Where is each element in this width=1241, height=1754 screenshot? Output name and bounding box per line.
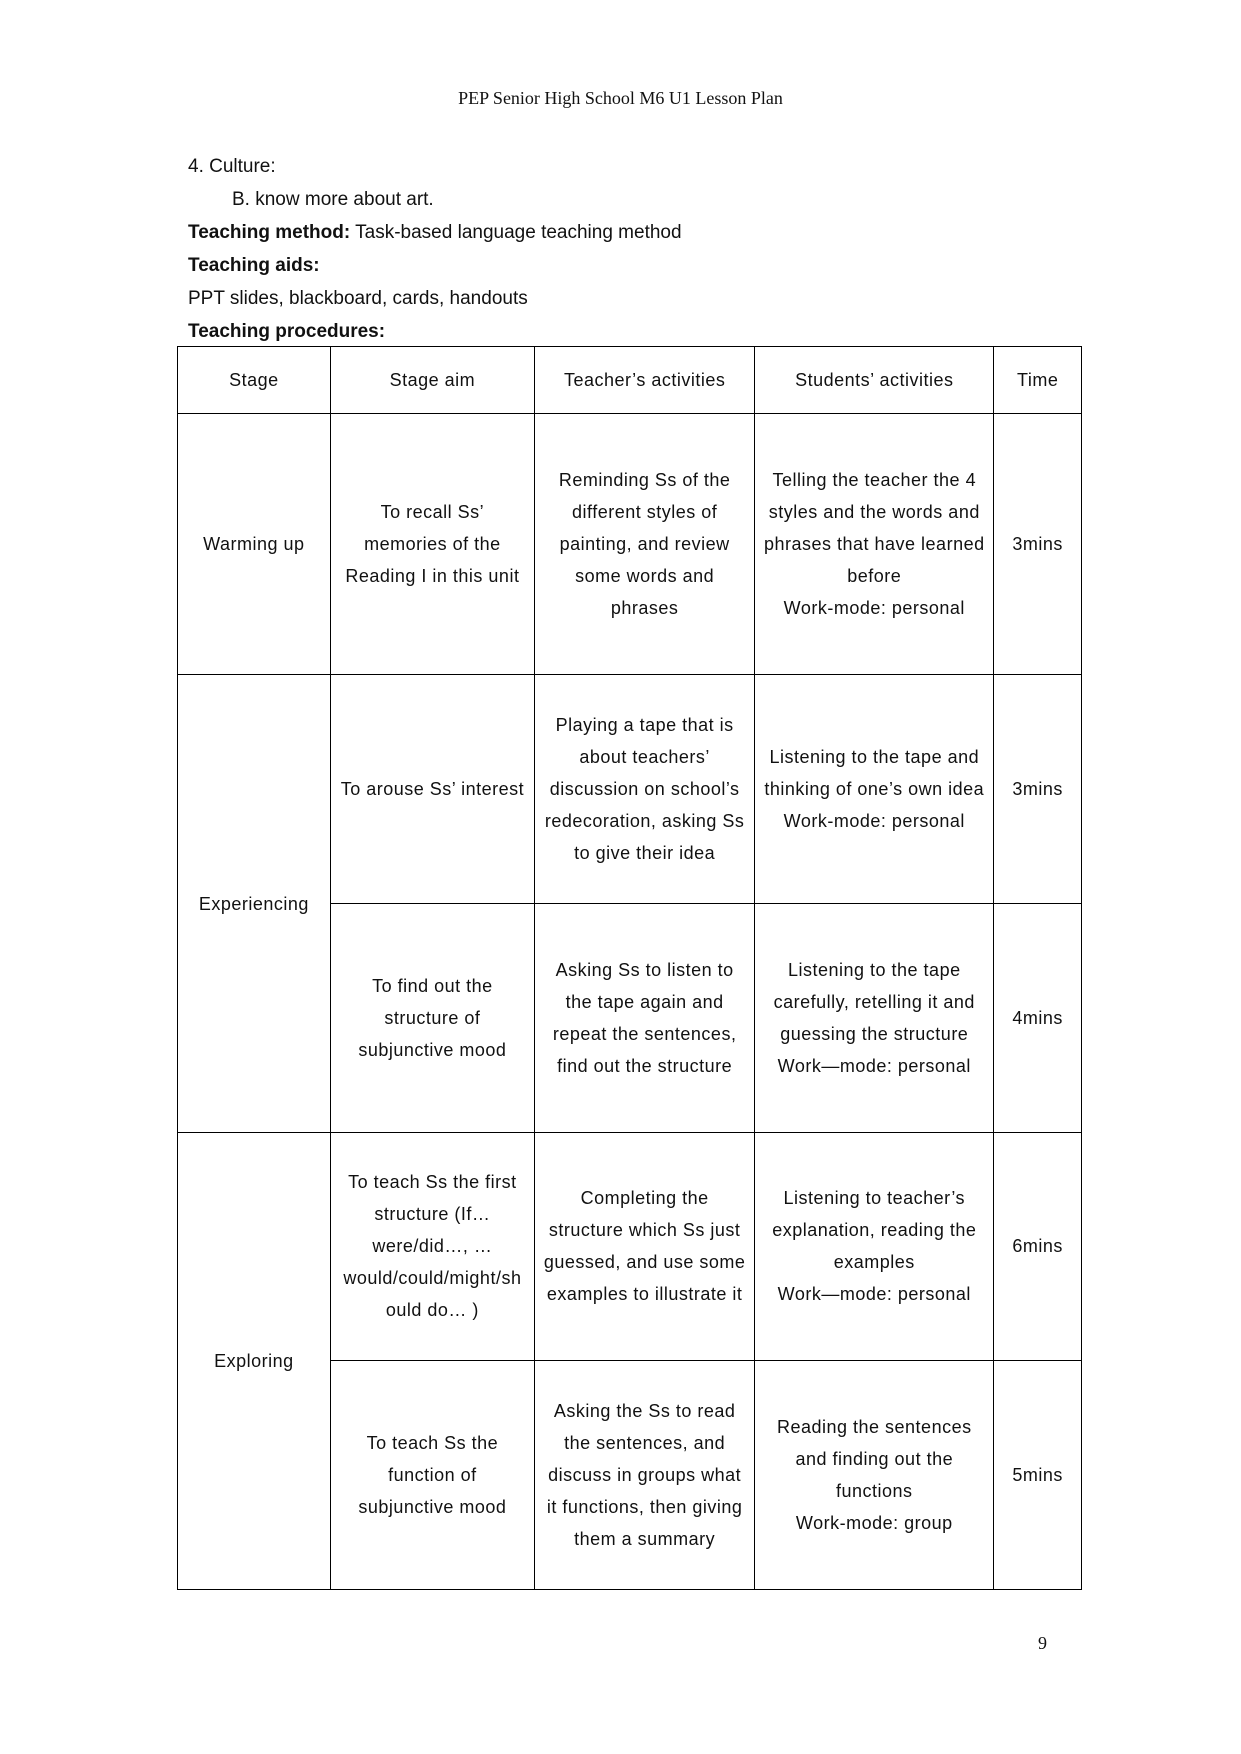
- time: 3mins: [994, 675, 1082, 904]
- page-header: PEP Senior High School M6 U1 Lesson Plan: [458, 88, 783, 108]
- student-activity: [755, 1361, 994, 1590]
- student-activity-text: Reading the sentences and finding out the functions: [776, 1417, 972, 1502]
- table-header-row: [178, 347, 1082, 414]
- table-row: [178, 675, 1082, 904]
- teaching-method: [188, 216, 1088, 249]
- student-activity: [755, 414, 994, 675]
- work-mode: Work-mode: group: [795, 1513, 953, 1534]
- stage-exploring: Exploring: [178, 1132, 331, 1589]
- stage-aim: To teach Ss the function of subjunctive mood: [330, 1361, 534, 1590]
- student-activity: [755, 904, 994, 1133]
- student-activity-text: Listening to teacher’s explanation, reading the examples: [772, 1188, 977, 1273]
- header-teacher-activities: Teacher’s activities: [535, 347, 755, 414]
- page-number: 9: [1038, 1633, 1047, 1653]
- time: 6mins: [994, 1132, 1082, 1361]
- student-activity-text: Listening to the tape carefully, retelling it and guessing the structure: [773, 959, 975, 1044]
- teaching-procedures-label: Teaching procedures:: [188, 321, 386, 342]
- student-activity: [755, 675, 994, 904]
- teaching-aids-value: PPT slides, blackboard, cards, handouts: [188, 288, 528, 309]
- procedures-table: [177, 346, 1082, 1590]
- stage-experiencing: Experiencing: [178, 675, 331, 1132]
- work-mode: Work—mode: personal: [777, 1055, 971, 1076]
- teaching-method-label: Teaching method:: [188, 222, 351, 243]
- teaching-method-value: Task-based language teaching method: [355, 222, 682, 243]
- student-activity-text: Telling the teacher the 4 styles and the words and phrases that have learned before: [763, 470, 985, 587]
- header-stage: Stage: [178, 347, 331, 414]
- work-mode: Work—mode: personal: [777, 1284, 971, 1305]
- teacher-activity: Completing the structure which Ss just guessed, and use some examples to illustrate it: [535, 1132, 755, 1361]
- table-row: [178, 1132, 1082, 1361]
- work-mode: Work-mode: personal: [783, 598, 965, 619]
- header-time: Time: [994, 347, 1082, 414]
- stage-aim: To find out the structure of subjunctive mood: [330, 904, 534, 1133]
- time: 3mins: [994, 414, 1082, 675]
- culture-heading: 4. Culture:: [188, 156, 276, 177]
- student-activity-text: Listening to the tape and thinking of one’s own idea: [764, 747, 985, 800]
- header-stage-aim: Stage aim: [330, 347, 534, 414]
- culture-item: B. know more about art.: [232, 189, 434, 210]
- teacher-activity: Asking the Ss to read the sentences, and discuss in groups what it functions, then giving them a summary: [535, 1361, 755, 1590]
- teaching-aids-label: Teaching aids:: [188, 255, 320, 276]
- teacher-activity: Playing a tape that is about teachers’ discussion on school’s redecoration, asking Ss to give their idea: [535, 675, 755, 904]
- lesson-intro: [188, 150, 1088, 348]
- header-students-activities: Students’ activities: [755, 347, 994, 414]
- teacher-activity: Reminding Ss of the different styles of painting, and review some words and phrases: [535, 414, 755, 675]
- student-activity: [755, 1132, 994, 1361]
- teacher-activity: Asking Ss to listen to the tape again and repeat the sentences, find out the structure: [535, 904, 755, 1133]
- time: 5mins: [994, 1361, 1082, 1590]
- stage-aim: To teach Ss the first structure (If…were/did…, … would/could/might/should do… ): [330, 1132, 534, 1361]
- table-row: [178, 414, 1082, 675]
- stage-warming-up: Warming up: [178, 414, 331, 675]
- time: 4mins: [994, 904, 1082, 1133]
- stage-aim: To arouse Ss’ interest: [330, 675, 534, 904]
- stage-aim: To recall Ss’ memories of the Reading I in this unit: [330, 414, 534, 675]
- work-mode: Work-mode: personal: [783, 811, 965, 832]
